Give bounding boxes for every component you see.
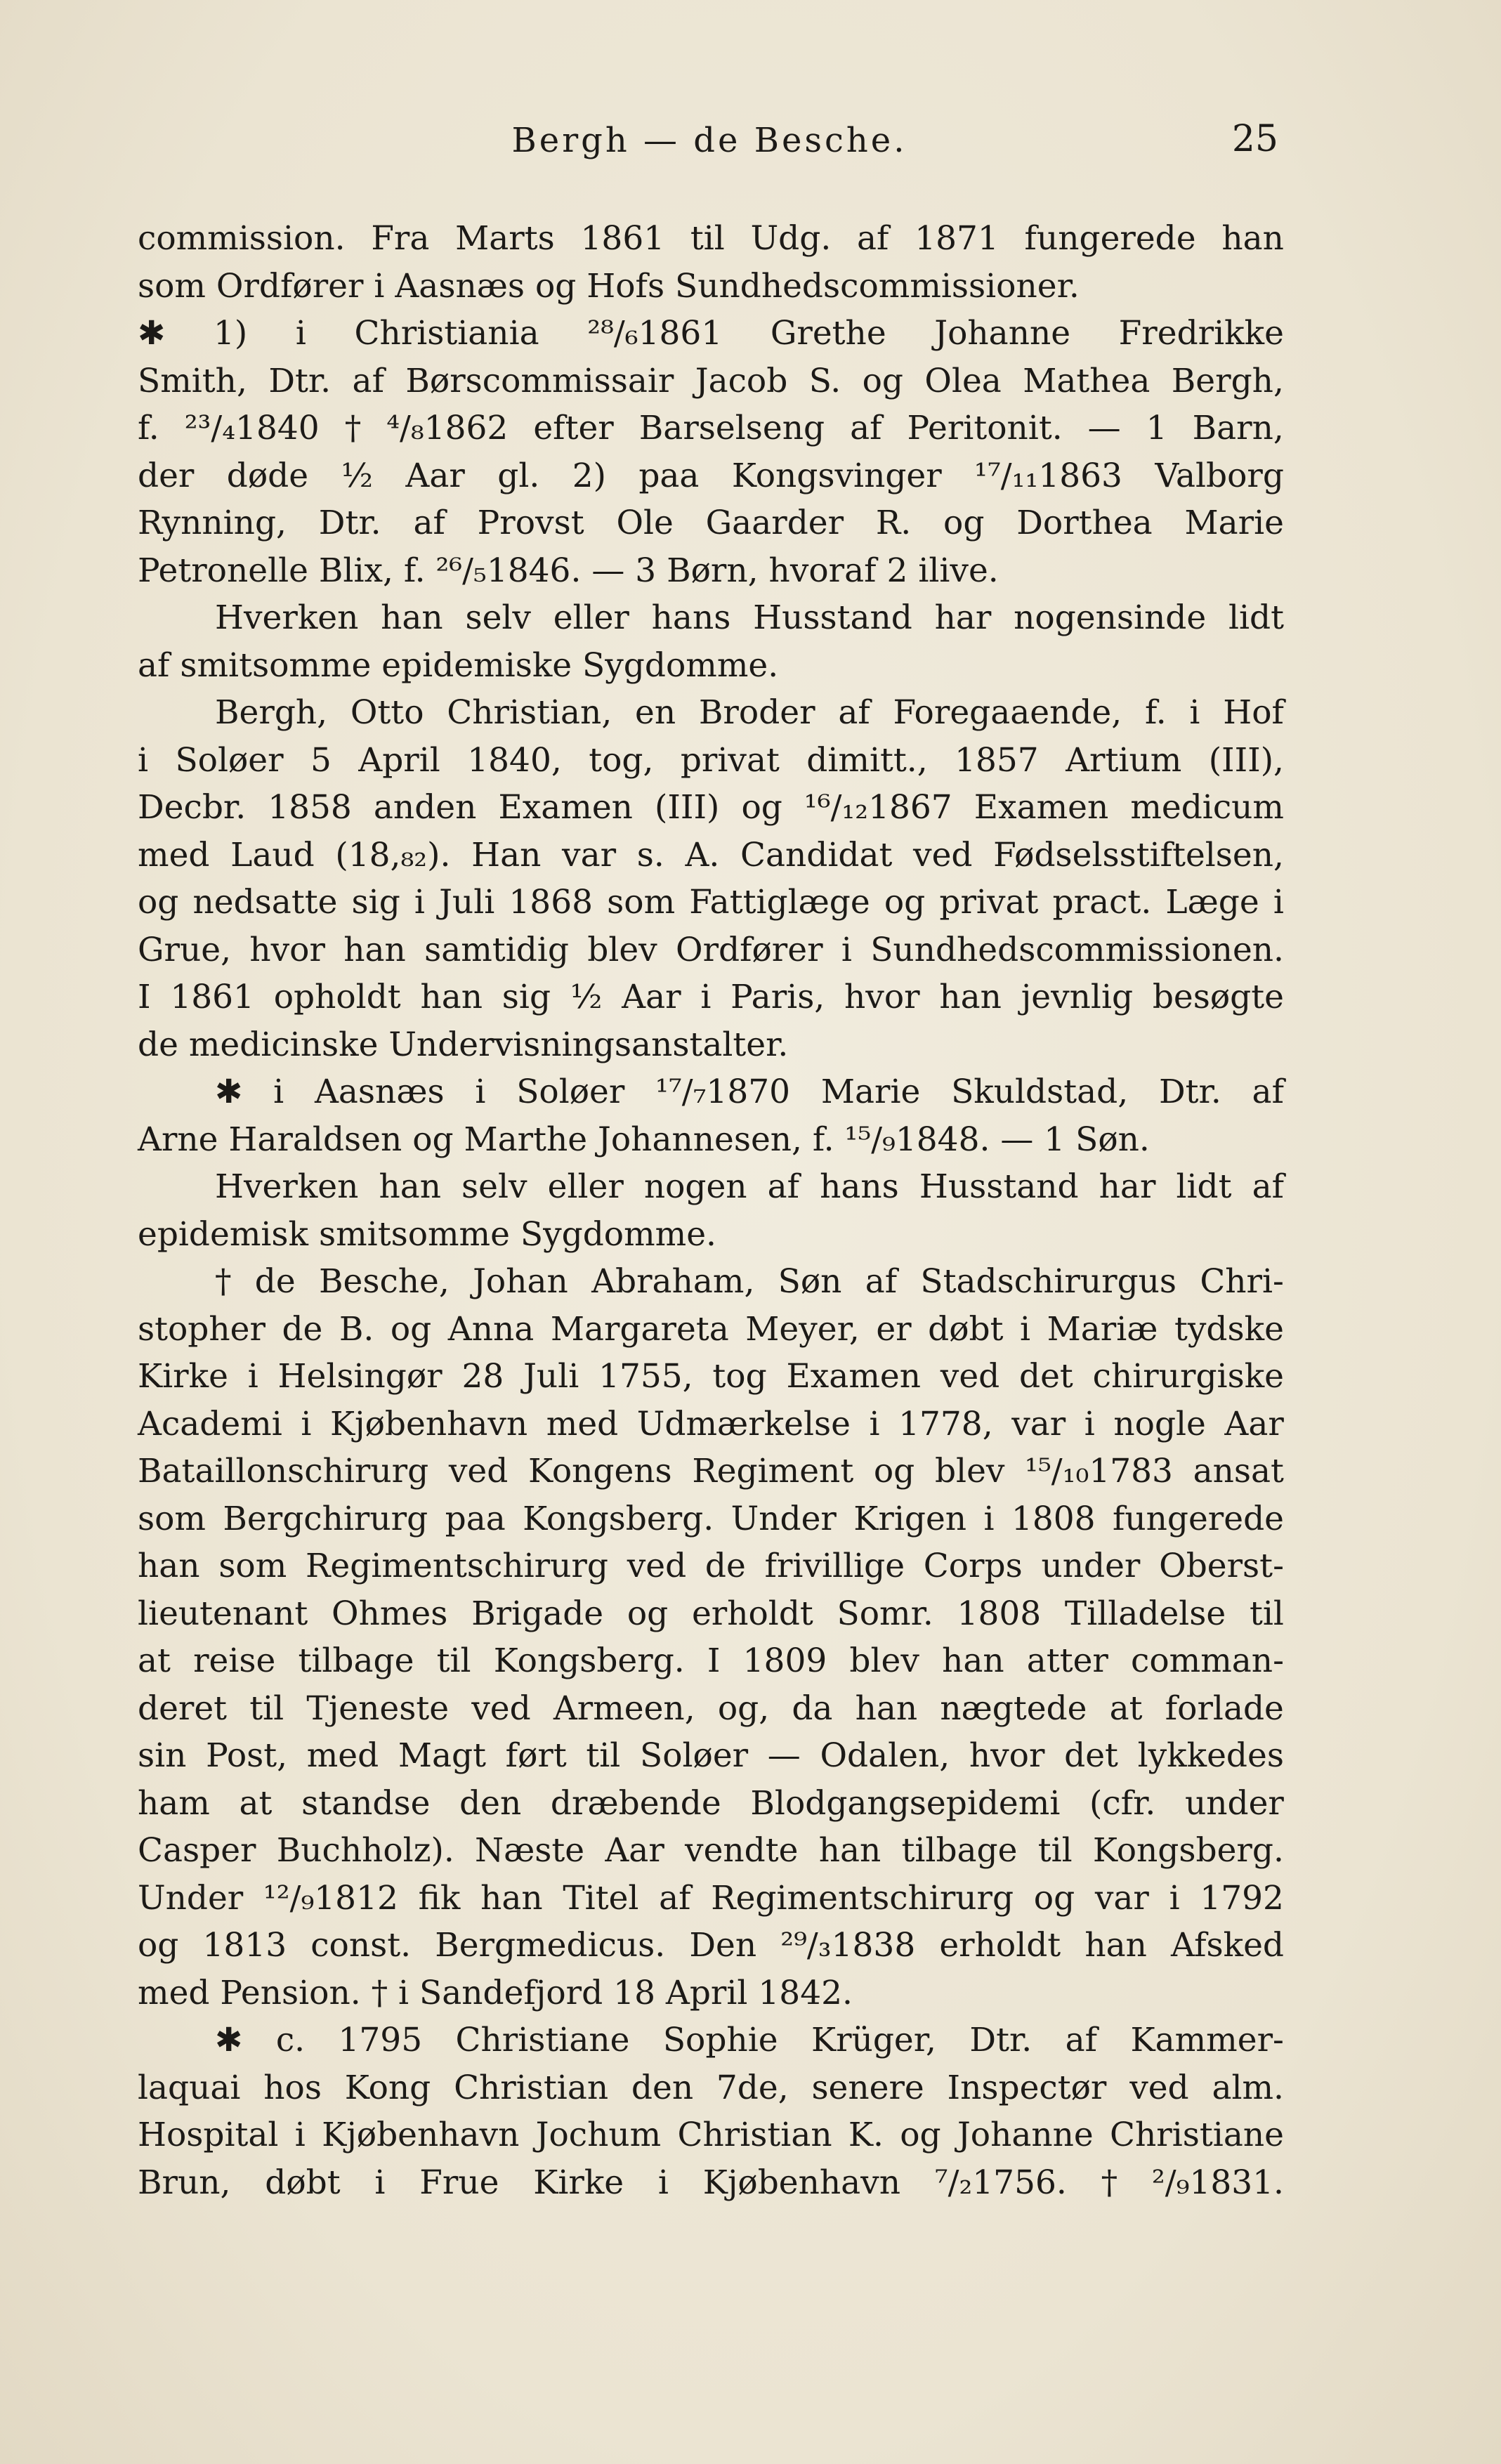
text-line: deret til Tjeneste ved Armeen, og, da han nægtede at forlade xyxy=(138,1689,1284,1728)
text-line: Hverken han selv eller hans Husstand har nogensinde lidt xyxy=(215,598,1284,637)
page-number: 25 xyxy=(1231,118,1278,160)
text-body xyxy=(138,215,1284,2206)
running-head: Bergh — de Besche. xyxy=(511,121,907,160)
text-line: † de Besche, Johan Abraham, Søn af Stadschirurgus Chri- xyxy=(215,1262,1284,1301)
text-line: Under ¹²/₉1812 fik han Titel af Regimentschirurg og var i 1792 xyxy=(138,1878,1284,1918)
text-line: I 1861 opholdt han sig ½ Aar i Paris, hvor han jevnlig besøgte xyxy=(138,978,1284,1016)
text-line: Petronelle Blix, f. ²⁶/₅1846. — 3 Børn, hvoraf 2 ilive. xyxy=(138,551,999,590)
page-header xyxy=(140,118,1278,174)
text-line: Rynning, Dtr. af Provst Ole Gaarder R. og Dorthea Marie xyxy=(138,504,1284,542)
text-line: og nedsatte sig i Juli 1868 som Fattiglæge og privat pract. Læge i xyxy=(138,883,1284,922)
text-line: med Pension. † i Sandefjord 18 April 1842. xyxy=(138,1973,853,2012)
text-line: Bergh, Otto Christian, en Broder af Foregaaende, f. i Hof xyxy=(215,693,1284,732)
text-line: med Laud (18,₈₂). Han var s. A. Candidat ved Fødselsstiftelsen, xyxy=(138,835,1284,874)
text-line: der døde ½ Aar gl. 2) paa Kongsvinger ¹⁷/₁₁1863 Valborg xyxy=(138,456,1284,495)
text-line: commission. Fra Marts 1861 til Udg. af 1871 fungerede han xyxy=(138,219,1284,258)
text-line: Grue, hvor han samtidig blev Ordfører i Sundhedscommissionen. xyxy=(138,930,1284,969)
text-line: ✱ c. 1795 Christiane Sophie Krüger, Dtr. af Kammer- xyxy=(215,2021,1284,2059)
text-line: Bataillonschirurg ved Kongens Regiment og blev ¹⁵/₁₀1783 ansat xyxy=(138,1452,1284,1490)
text-line: stopher de B. og Anna Margareta Meyer, er døbt i Mariæ tydske xyxy=(138,1309,1284,1349)
text-line: laquai hos Kong Christian den 7de, senere Inspectør ved alm. xyxy=(138,2068,1284,2107)
text-line: lieutenant Ohmes Brigade og erholdt Somr. 1808 Tilladelse til xyxy=(138,1594,1284,1633)
text-line: Smith, Dtr. af Børscommissair Jacob S. og Olea Mathea Bergh, xyxy=(138,361,1284,400)
text-line: Brun, døbt i Frue Kirke i Kjøbenhavn ⁷/₂1756. † ²/₉1831. xyxy=(138,2163,1284,2202)
text-line: Arne Haraldsen og Marthe Johannesen, f. ¹⁵/₉1848. — 1 Søn. xyxy=(138,1120,1150,1159)
text-line: ham at standse den dræbende Blodgangsepidemi (cfr. under xyxy=(138,1783,1284,1823)
text-line: af smitsomme epidemiske Sygdomme. xyxy=(138,646,779,685)
text-line: sin Post, med Magt ført til Soløer — Odalen, hvor det lykkedes xyxy=(138,1736,1284,1775)
text-line: som Ordfører i Aasnæs og Hofs Sundhedscommissioner. xyxy=(138,266,1080,306)
text-line: og 1813 const. Bergmedicus. Den ²⁹/₃1838 erholdt han Afsked xyxy=(138,1926,1284,1965)
text-line: de medicinske Undervisningsanstalter. xyxy=(138,1025,789,1064)
text-line: f. ²³/₄1840 † ⁴/₈1862 efter Barselseng af Peritonit. — 1 Barn, xyxy=(138,409,1284,447)
text-line: ✱ i Aasnæs i Soløer ¹⁷/₇1870 Marie Skuldstad, Dtr. af xyxy=(215,1073,1284,1111)
text-line: Kirke i Helsingør 28 Juli 1755, tog Examen ved det chirurgiske xyxy=(138,1357,1284,1396)
text-line: i Soløer 5 April 1840, tog, privat dimitt., 1857 Artium (III), xyxy=(138,740,1284,780)
text-line: at reise tilbage til Kongsberg. I 1809 blev han atter comman- xyxy=(138,1641,1284,1680)
text-line: Hverken han selv eller nogen af hans Husstand har lidt af xyxy=(215,1167,1284,1206)
text-line: han som Regimentschirurg ved de frivillige Corps under Oberst- xyxy=(138,1547,1284,1585)
text-line: Decbr. 1858 anden Examen (III) og ¹⁶/₁₂1867 Examen medicum xyxy=(138,788,1284,827)
text-line: som Bergchirurg paa Kongsberg. Under Krigen i 1808 fungerede xyxy=(138,1499,1284,1538)
text-line: epidemisk smitsomme Sygdomme. xyxy=(138,1214,716,1254)
text-line: ✱ 1) i Christiania ²⁸/₆1861 Grethe Johanne Fredrikke xyxy=(138,314,1284,353)
text-line: Academi i Kjøbenhavn med Udmærkelse i 1778, var i nogle Aar xyxy=(138,1404,1284,1443)
text-line: Casper Buchholz). Næste Aar vendte han tilbage til Kongsberg. xyxy=(138,1831,1284,1870)
text-line: Hospital i Kjøbenhavn Jochum Christian K. og Johanne Christiane xyxy=(138,2116,1284,2154)
